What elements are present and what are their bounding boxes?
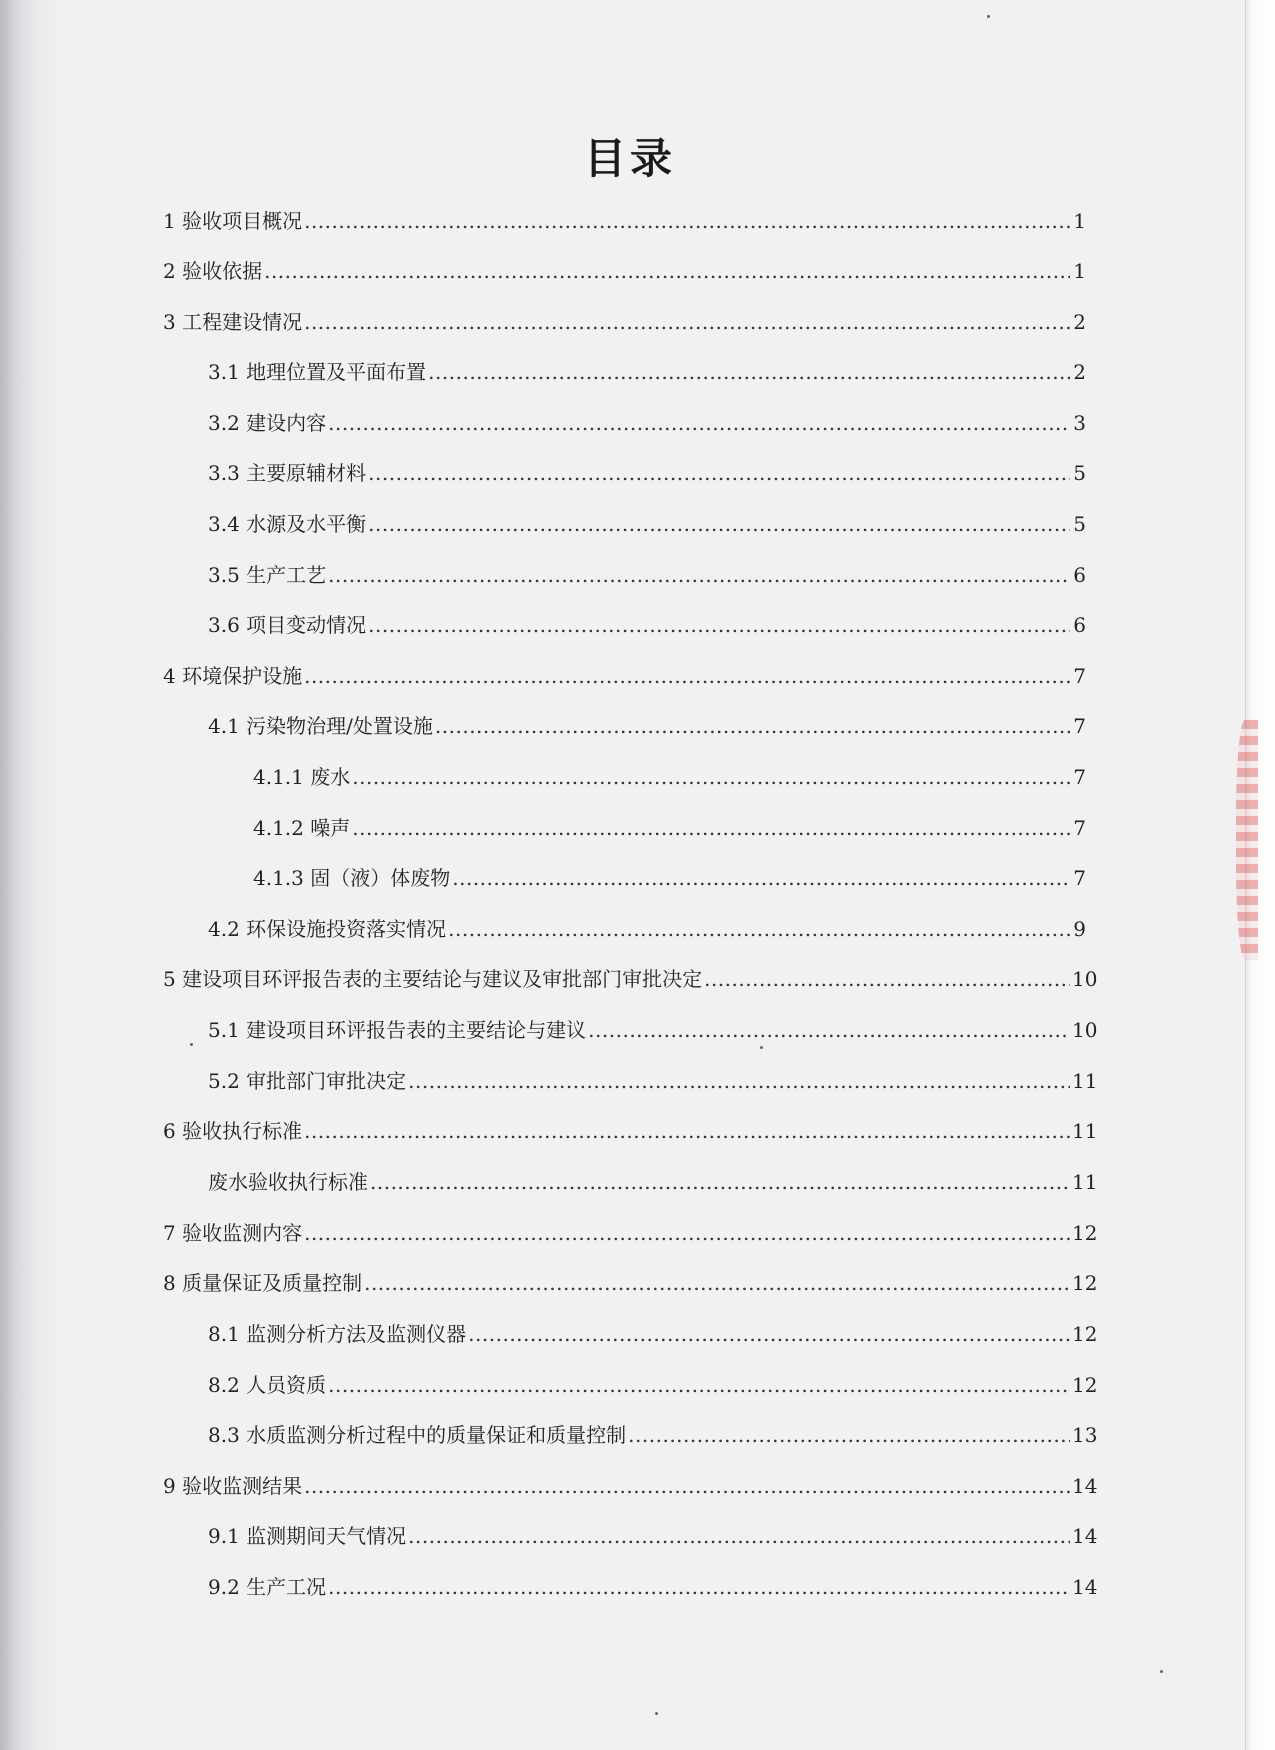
- toc-leader-dots: [704, 966, 1070, 992]
- toc-entry-text: 4.2 环保设施投资落实情况: [208, 917, 447, 941]
- toc-leader-dots: [352, 764, 1070, 790]
- toc-entry-page: 2: [1073, 360, 1086, 384]
- toc-leader-dots: [264, 258, 1070, 284]
- page-title: 目录: [583, 134, 676, 183]
- toc-leader-dots: [304, 663, 1070, 689]
- toc-entry[interactable]: [208, 460, 1086, 486]
- toc-entry[interactable]: [163, 1118, 1098, 1144]
- toc-entry[interactable]: [163, 1473, 1098, 1499]
- toc-leader-dots: [328, 1574, 1070, 1600]
- toc-entry[interactable]: [208, 1372, 1098, 1398]
- toc-entry-text: 3.3 主要原辅材料: [208, 461, 367, 485]
- toc-entry[interactable]: [208, 916, 1086, 942]
- toc-entry-page: 13: [1072, 1423, 1098, 1447]
- toc-entry[interactable]: [163, 966, 1098, 992]
- toc-entry-page: 7: [1073, 816, 1086, 840]
- toc-leader-dots: [368, 511, 1070, 537]
- toc-leader-dots: [435, 713, 1070, 739]
- toc-leader-dots: [448, 916, 1070, 942]
- toc-entry[interactable]: [163, 309, 1086, 335]
- toc-entry-page: 1: [1073, 259, 1086, 283]
- toc-entry-page: 12: [1072, 1322, 1098, 1346]
- toc-entry-text: 9 验收监测结果: [163, 1474, 303, 1498]
- toc-leader-dots: [370, 1169, 1070, 1195]
- toc-leader-dots: [408, 1523, 1070, 1549]
- toc-entry-text: 3.5 生产工艺: [208, 563, 327, 587]
- toc-entry[interactable]: [163, 208, 1086, 234]
- toc-entry-text: 8.3 水质监测分析过程中的质量保证和质量控制: [208, 1423, 627, 1447]
- toc-entry-text: 3.6 项目变动情况: [208, 613, 367, 637]
- toc-entry-text: 4.1.2 噪声: [253, 816, 351, 840]
- toc-leader-dots: [408, 1068, 1070, 1094]
- toc-entry-text: 5.2 审批部门审批决定: [208, 1069, 407, 1093]
- toc-entry-page: 7: [1073, 664, 1086, 688]
- scan-speck: [655, 1712, 658, 1715]
- toc-leader-dots: [368, 612, 1070, 638]
- toc-entry-page: 7: [1073, 714, 1086, 738]
- toc-entry-page: 2: [1073, 310, 1086, 334]
- binding-shadow: [0, 0, 62, 1750]
- toc-entry-page: 7: [1073, 765, 1086, 789]
- toc-leader-dots: [364, 1270, 1070, 1296]
- toc-leader-dots: [304, 309, 1070, 335]
- toc-entry[interactable]: [208, 562, 1086, 588]
- toc-leader-dots: [304, 1473, 1070, 1499]
- toc-entry-text: 4.1.3 固（液）体废物: [253, 866, 451, 890]
- toc-leader-dots: [468, 1321, 1070, 1347]
- toc-entry[interactable]: [208, 1068, 1098, 1094]
- toc-entry-text: 3.2 建设内容: [208, 411, 327, 435]
- toc-entry-text: 7 验收监测内容: [163, 1221, 303, 1245]
- scan-speck: [1160, 1670, 1163, 1673]
- toc-leader-dots: [428, 359, 1070, 385]
- scan-speck: [190, 1043, 193, 1046]
- toc-entry-page: 7: [1073, 866, 1086, 890]
- toc-entry-page: 12: [1072, 1221, 1098, 1245]
- toc-entry-text: 4.1.1 废水: [253, 765, 351, 789]
- toc-entry[interactable]: [208, 410, 1086, 436]
- toc-entry-page: 10: [1072, 1018, 1098, 1042]
- toc-entry-page: 12: [1072, 1373, 1098, 1397]
- toc-entry-page: 14: [1072, 1474, 1098, 1498]
- toc-entry[interactable]: [208, 1169, 1098, 1195]
- toc-entry-page: 3: [1073, 411, 1086, 435]
- toc-entry-text: 1 验收项目概况: [163, 209, 303, 233]
- toc-entry[interactable]: [208, 713, 1086, 739]
- toc-entry[interactable]: [163, 1270, 1098, 1296]
- toc-entry[interactable]: [208, 1017, 1098, 1043]
- toc-entry-text: 9.1 监测期间天气情况: [208, 1524, 407, 1548]
- toc-entry[interactable]: [208, 612, 1086, 638]
- toc-entry[interactable]: [163, 1220, 1098, 1246]
- toc-entry-text: 2 验收依据: [163, 259, 263, 283]
- toc-entry[interactable]: [253, 865, 1086, 891]
- toc-entry[interactable]: [208, 1321, 1098, 1347]
- toc-entry-page: 1: [1073, 209, 1086, 233]
- toc-entry-text: 3 工程建设情况: [163, 310, 303, 334]
- toc-entry-text: 8 质量保证及质量控制: [163, 1271, 363, 1295]
- toc-entry-page: 9: [1073, 917, 1086, 941]
- toc-entry[interactable]: [208, 511, 1086, 537]
- toc-entry[interactable]: [253, 815, 1086, 841]
- toc-leader-dots: [628, 1422, 1070, 1448]
- toc-leader-dots: [304, 208, 1070, 234]
- toc-entry-page: 14: [1072, 1524, 1098, 1548]
- red-seal-stamp: [1236, 720, 1258, 960]
- toc-entry-page: 6: [1073, 563, 1086, 587]
- toc-entry-page: 10: [1072, 967, 1098, 991]
- toc-leader-dots: [328, 562, 1070, 588]
- toc-entry-text: 6 验收执行标准: [163, 1119, 303, 1143]
- toc-entry-page: 11: [1072, 1170, 1098, 1194]
- toc-entry-text: 5.1 建设项目环评报告表的主要结论与建议: [208, 1018, 587, 1042]
- toc-leader-dots: [328, 410, 1070, 436]
- toc-leader-dots: [452, 865, 1070, 891]
- toc-entry-text: 8.1 监测分析方法及监测仪器: [208, 1322, 467, 1346]
- toc-leader-dots: [304, 1118, 1070, 1144]
- toc-entry-page: 6: [1073, 613, 1086, 637]
- toc-leader-dots: [352, 815, 1070, 841]
- toc-leader-dots: [328, 1372, 1070, 1398]
- toc-entry[interactable]: [208, 1523, 1098, 1549]
- scan-speck: [760, 1046, 763, 1049]
- toc-entry[interactable]: [163, 663, 1086, 689]
- toc-entry-text: 3.1 地理位置及平面布置: [208, 360, 427, 384]
- toc-entry-text: 3.4 水源及水平衡: [208, 512, 367, 536]
- toc-entry-page: 5: [1073, 512, 1086, 536]
- toc-entry-text: 8.2 人员资质: [208, 1373, 327, 1397]
- toc-entry-page: 11: [1072, 1119, 1098, 1143]
- toc-entry-page: 12: [1072, 1271, 1098, 1295]
- toc-leader-dots: [588, 1017, 1070, 1043]
- toc-entry-text: 5 建设项目环评报告表的主要结论与建议及审批部门审批决定: [163, 967, 703, 991]
- toc-entry-page: 11: [1072, 1069, 1098, 1093]
- toc-leader-dots: [368, 460, 1070, 486]
- toc-entry[interactable]: [208, 359, 1086, 385]
- toc-entry-text: 4.1 污染物治理/处置设施: [208, 714, 433, 738]
- toc-entry-text: 9.2 生产工况: [208, 1575, 327, 1599]
- toc-entry[interactable]: [253, 764, 1086, 790]
- toc-entry-text: 4 环境保护设施: [163, 664, 303, 688]
- scan-speck: [987, 15, 990, 18]
- toc-entry-text: 废水验收执行标准: [208, 1170, 368, 1194]
- toc-entry-page: 14: [1072, 1575, 1098, 1599]
- toc-entry[interactable]: [208, 1574, 1098, 1600]
- toc-entry-page: 5: [1073, 461, 1086, 485]
- toc-entry[interactable]: [163, 258, 1086, 284]
- toc-leader-dots: [304, 1220, 1070, 1246]
- toc-entry[interactable]: [208, 1422, 1098, 1448]
